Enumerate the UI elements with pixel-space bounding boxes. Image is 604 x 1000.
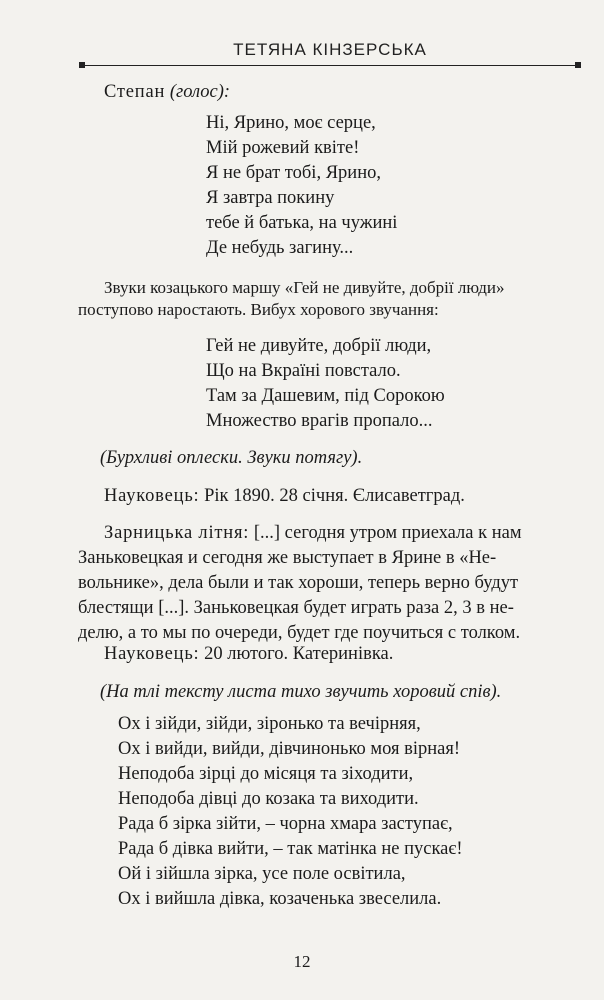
stepan-line bbox=[104, 80, 230, 105]
verse-line: Ой і зійшла зірка, усе поле освітила, bbox=[118, 864, 406, 884]
verse-line: Де небудь загину... bbox=[206, 238, 354, 258]
stage-direction-line: Звуки козацького маршу «Гей не дивуйте, добрії люди» bbox=[104, 278, 505, 297]
speech-line: делю, а то мы по очереди, будет где поучиться с толком. bbox=[78, 623, 521, 643]
speech-line: блестящи [...]. Заньковецкая будет играть раза 2, 3 в не- bbox=[78, 598, 514, 618]
zarnytska-line bbox=[104, 521, 522, 546]
speech-text: Рік 1890. 28 січня. Єлисаветград. bbox=[204, 486, 465, 506]
verse-line: Там за Дашевим, під Сорокою bbox=[206, 386, 445, 406]
speaker-name: Степан bbox=[104, 82, 166, 102]
verse-line: тебе й батька, на чужині bbox=[206, 213, 398, 233]
speech-line: вольнике», дела были и так хороши, теперь верно будут bbox=[78, 573, 519, 593]
verse-line: Множество врагів пропало... bbox=[206, 411, 433, 431]
verse-line: Мій рожевий квіте! bbox=[206, 138, 360, 158]
header-rule bbox=[82, 65, 578, 66]
speaker-name: Науковець: bbox=[104, 644, 200, 664]
verse-line: Ох і зійди, зійди, зіронько та вечірняя, bbox=[118, 714, 421, 734]
speech-line: Заньковецкая и сегодня же выступает в Ярине в «Не- bbox=[78, 548, 497, 568]
verse-line: Рада б дівка вийти, – так матінка не пускає! bbox=[118, 839, 463, 859]
verse-line: Рада б зірка зійти, – чорна хмара заступає, bbox=[118, 814, 453, 834]
speech-text: 20 лютого. Катеринівка. bbox=[204, 644, 394, 664]
stage-direction: (На тлі тексту листа тихо звучить хоровий спів). bbox=[100, 682, 502, 702]
verse-line: Ох і вийшла дівка, козаченька звеселила. bbox=[118, 889, 442, 909]
stage-direction-line: поступово наростають. Вибух хорового звучання: bbox=[78, 300, 439, 319]
speaker-name: Зарницька літня: bbox=[104, 523, 250, 543]
stage-direction: (голос): bbox=[169, 82, 231, 102]
verse-line: Я не брат тобі, Ярино, bbox=[206, 163, 381, 183]
running-header bbox=[82, 40, 578, 66]
stage-direction: (Бурхливі оплески. Звуки потягу). bbox=[100, 448, 363, 468]
verse-line: Гей не дивуйте, добрії люди, bbox=[206, 336, 432, 356]
scientist-line bbox=[104, 484, 465, 509]
verse-line: Неподоба зірці до місяця та зіходити, bbox=[118, 764, 414, 784]
verse-line: Що на Вкраїні повстало. bbox=[206, 361, 401, 381]
page-number: 12 bbox=[293, 952, 311, 971]
verse-line: Я завтра покину bbox=[206, 188, 335, 208]
verse-line: Ох і вийди, вийди, дівчинонько моя вірная! bbox=[118, 739, 461, 759]
speech-text: [...] сегодня утром приехала к нам bbox=[253, 523, 522, 543]
speaker-name: Науковець: bbox=[104, 486, 200, 506]
verse-line: Неподоба дівці до козака та виходити. bbox=[118, 789, 419, 809]
verse-line: Ні, Ярино, моє серце, bbox=[206, 113, 376, 133]
header-author: ТЕТЯНА КІНЗЕРСЬКА bbox=[233, 40, 427, 59]
scientist-line bbox=[104, 642, 393, 667]
